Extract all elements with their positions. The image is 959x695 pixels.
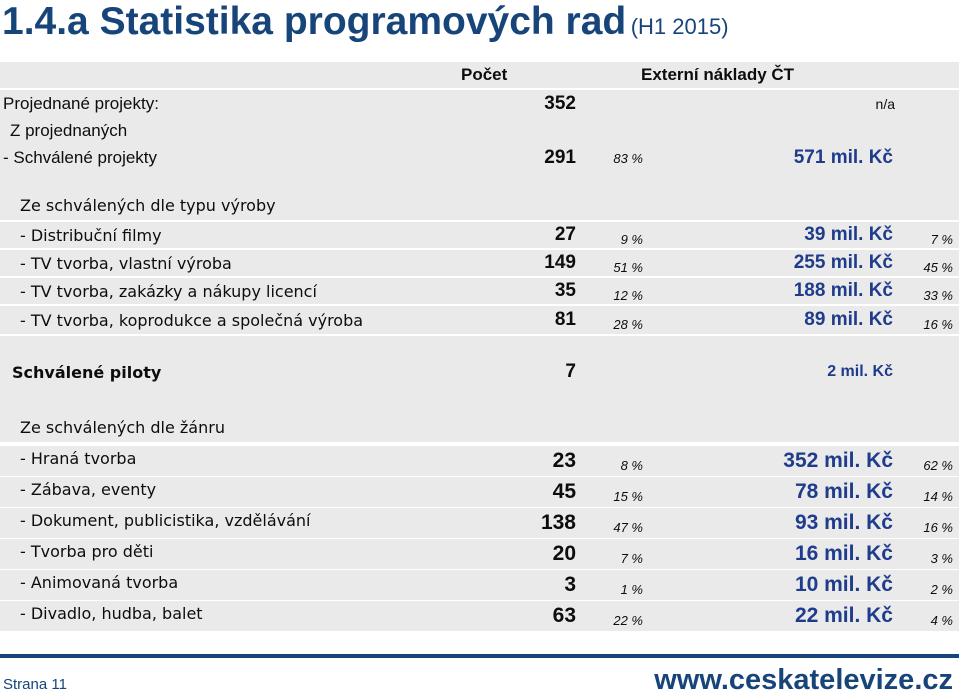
row-count: 81 <box>554 309 576 330</box>
row-count-share: 1 % <box>620 581 643 597</box>
discussed-projects-row <box>0 90 959 117</box>
row-count: 149 <box>544 252 576 273</box>
row-count: 291 <box>544 147 576 168</box>
row-label: - Hraná tvorba <box>20 448 137 468</box>
row-count-share: 47 % <box>613 519 643 535</box>
row-costs-share: 3 % <box>930 550 953 566</box>
genre-row <box>0 570 959 600</box>
row-label: - Tvorba pro děti <box>20 541 154 561</box>
genre-row <box>0 508 959 538</box>
row-costs: 10 mil. Kč <box>794 573 893 596</box>
type-row <box>0 278 959 304</box>
type-row <box>0 250 959 276</box>
genre-section-heading <box>0 412 959 442</box>
row-count-share: 51 % <box>613 259 643 275</box>
row-count: 23 <box>552 449 576 472</box>
row-label: - Animovaná tvorba <box>20 572 179 592</box>
of-discussed-row <box>0 117 959 144</box>
row-costs: 255 mil. Kč <box>793 252 893 273</box>
count-column-header: Počet <box>461 65 508 84</box>
page-title <box>2 0 729 46</box>
row-costs: 89 mil. Kč <box>804 309 893 330</box>
row-label: - TV tvorba, zakázky a nákupy licencí <box>20 281 317 301</box>
row-count: 7 <box>565 361 576 382</box>
row-label: - Schválené projekty <box>3 148 158 167</box>
type-row <box>0 306 959 334</box>
table-header-row <box>0 62 959 88</box>
row-label: - Divadlo, hudba, balet <box>20 603 203 623</box>
section-heading: Ze schválených dle žánru <box>20 417 225 437</box>
genre-row <box>0 446 959 476</box>
row-costs: 16 mil. Kč <box>794 542 893 565</box>
row-costs: 39 mil. Kč <box>804 224 893 245</box>
row-costs-share: 2 % <box>930 581 953 597</box>
genre-row <box>0 477 959 507</box>
row-costs: 2 mil. Kč <box>827 363 893 380</box>
costs-column-header: Externí náklady ČT <box>641 65 795 84</box>
row-count-share: 9 % <box>620 231 643 247</box>
type-row <box>0 222 959 248</box>
row-label: - Zábava, eventy <box>20 479 157 499</box>
row-count-share: 22 % <box>613 612 643 628</box>
row-costs-share: 45 % <box>923 259 953 275</box>
approved-projects-row <box>0 144 959 172</box>
row-costs-share: 14 % <box>923 488 953 504</box>
row-costs: 22 mil. Kč <box>794 604 893 627</box>
row-count: 27 <box>554 224 576 245</box>
section-heading: Ze schválených dle typu výroby <box>20 195 276 215</box>
row-count: 63 <box>552 604 576 627</box>
row-count-share: 15 % <box>613 488 643 504</box>
row-count-share: 28 % <box>613 316 643 332</box>
row-costs-share: 4 % <box>930 612 953 628</box>
pilots-row <box>0 356 959 388</box>
row-count-share: 7 % <box>620 550 643 566</box>
row-count: 3 <box>564 573 576 596</box>
row-label: Schválené piloty <box>12 362 162 382</box>
row-label: Projednané projekty: <box>3 93 159 113</box>
row-costs-share: 7 % <box>930 231 953 247</box>
row-count-share: 12 % <box>613 287 643 303</box>
title-main: 1.4.a Statistika programových rad <box>2 0 627 43</box>
genre-row <box>0 601 959 631</box>
row-costs-share: 16 % <box>923 519 953 535</box>
row-costs: 93 mil. Kč <box>794 511 893 534</box>
statistics-table <box>0 62 959 631</box>
footer-divider <box>0 654 959 658</box>
row-costs-share: 33 % <box>923 287 953 303</box>
row-costs: 188 mil. Kč <box>793 280 893 301</box>
row-costs-share: 62 % <box>923 457 953 473</box>
row-costs: n/a <box>875 95 895 112</box>
type-section-heading <box>0 190 959 220</box>
row-count: 138 <box>540 511 576 534</box>
genre-row <box>0 539 959 569</box>
row-label: Z projednaných <box>10 120 128 140</box>
page-number: Strana 11 <box>3 676 67 693</box>
row-count-share: 83 % <box>613 150 643 166</box>
row-count: 20 <box>552 542 576 565</box>
row-count: 352 <box>544 92 576 114</box>
website-link[interactable]: www.ceskatelevize.cz <box>654 664 953 695</box>
row-costs: 352 mil. Kč <box>783 449 893 472</box>
row-count-share: 8 % <box>620 457 643 473</box>
row-count: 35 <box>554 280 576 301</box>
row-costs: 571 mil. Kč <box>793 147 893 168</box>
row-label: - Dokument, publicistika, vzdělávání <box>20 510 311 530</box>
title-period: (H1 2015) <box>630 14 729 39</box>
row-costs: 78 mil. Kč <box>794 480 893 503</box>
row-count: 45 <box>552 480 576 503</box>
row-costs-share: 16 % <box>923 316 953 332</box>
row-label: - TV tvorba, koprodukce a společná výroba <box>20 310 364 330</box>
row-label: - TV tvorba, vlastní výroba <box>20 253 232 273</box>
row-label: - Distribuční filmy <box>20 225 162 245</box>
